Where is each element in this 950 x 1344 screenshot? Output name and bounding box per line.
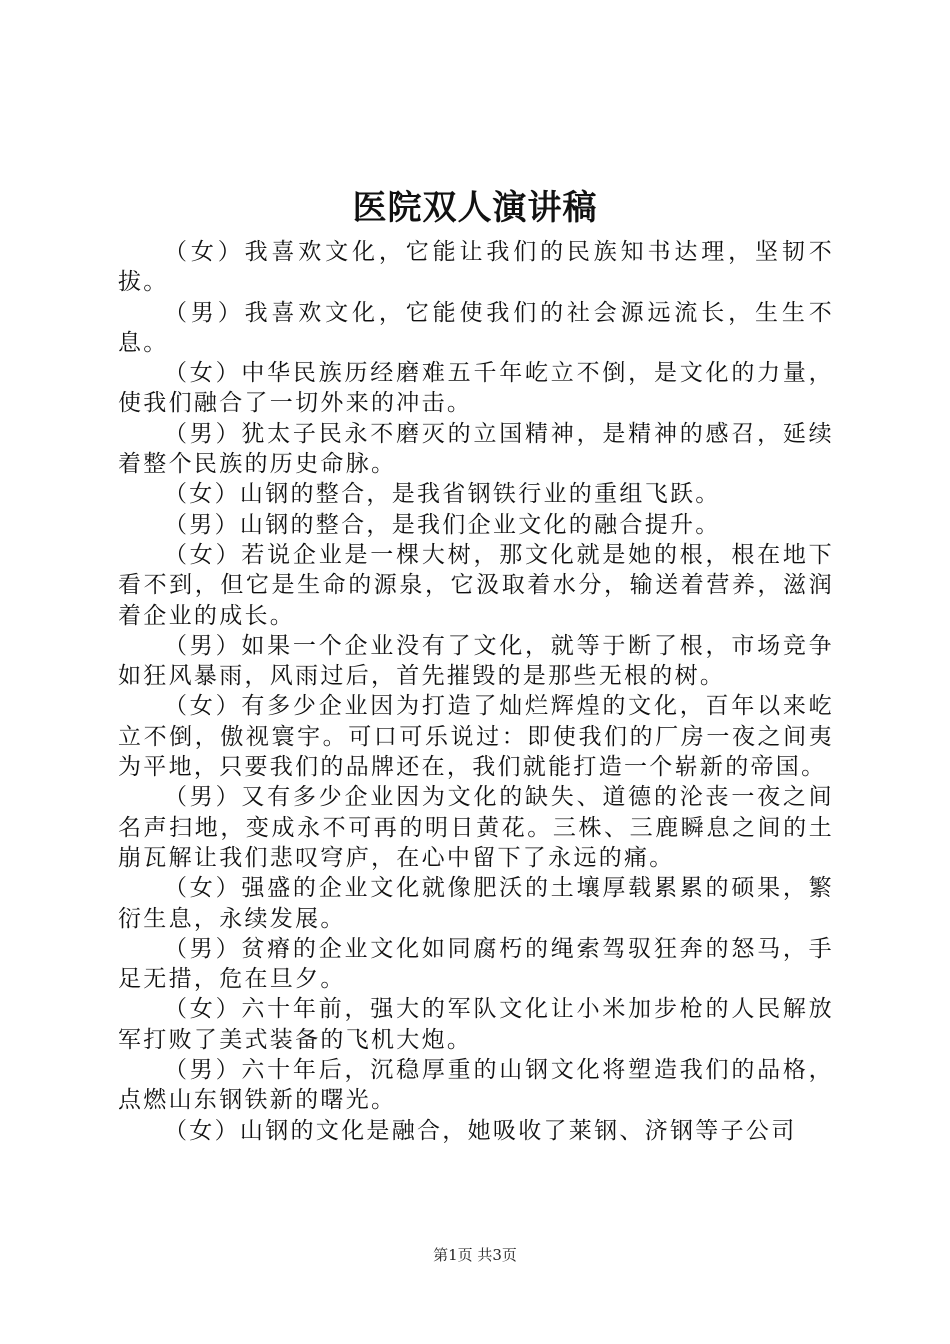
paragraph: （女）山钢的文化是融合，她吸收了莱钢、济钢等子公司: [164, 1117, 797, 1144]
paragraph: （女）中华民族历经磨难五千年屹立不倒，是文化的力量，使我们融合了一切外来的冲击。: [118, 360, 834, 417]
paragraph: （男）如果一个企业没有了文化，就等于断了根，市场竞争如狂风暴雨，风雨过后，首先摧毁的是那些无根的树。: [118, 632, 834, 690]
paragraph: （男）贫瘠的企业文化如同腐朽的绳索驾驭狂奔的怒马，手足无措，危在旦夕。: [118, 935, 834, 993]
paragraph: （男）犹太子民永不磨灭的立国精神，是精神的感召，延续着整个民族的历史命脉。: [118, 420, 834, 478]
paragraph: （女）若说企业是一棵大树，那文化就是她的根，根在地下看不到，但它是生命的源泉，它汲取着水分，输送着营养，滋润着企业的成长。: [118, 541, 834, 629]
page-title: 医院双人演讲稿: [352, 188, 598, 228]
paragraph: （女）我喜欢文化，它能让我们的民族知书达理，坚韧不拔。: [118, 239, 834, 296]
paragraph: （女）六十年前，强大的军队文化让小米加步枪的人民解放军打败了美式装备的飞机大炮。: [118, 996, 834, 1053]
page-number-footer: 第1页 共3页: [433, 1246, 517, 1264]
paragraph: （女）山钢的整合，是我省钢铁行业的重组飞跃。: [164, 481, 721, 508]
paragraph: （男）我喜欢文化，它能使我们的社会源远流长，生生不息。: [118, 299, 834, 356]
paragraph: （女）有多少企业因为打造了灿烂辉煌的文化，百年以来屹立不倒，傲视寰宇。可口可乐说过：即使我们的厂房一夜之间夷为平地，只要我们的品牌还在，我们就能打造一个崭新的帝国。: [118, 693, 834, 781]
speech-body: [118, 237, 834, 1146]
paragraph: （男）六十年后，沉稳厚重的山钢文化将塑造我们的品格，点燃山东钢铁新的曙光。: [118, 1057, 834, 1114]
paragraph: （男）山钢的整合，是我们企业文化的融合提升。: [164, 511, 721, 538]
paragraph: （女）强盛的企业文化就像肥沃的土壤厚载累累的硕果，繁衍生息，永续发展。: [118, 875, 834, 932]
paragraph: （男）又有多少企业因为文化的缺失、道德的沦丧一夜之间名声扫地，变成永不可再的明日黄花。三株、三鹿瞬息之间的土崩瓦解让我们悲叹穹庐，在心中留下了永远的痛。: [118, 784, 834, 871]
